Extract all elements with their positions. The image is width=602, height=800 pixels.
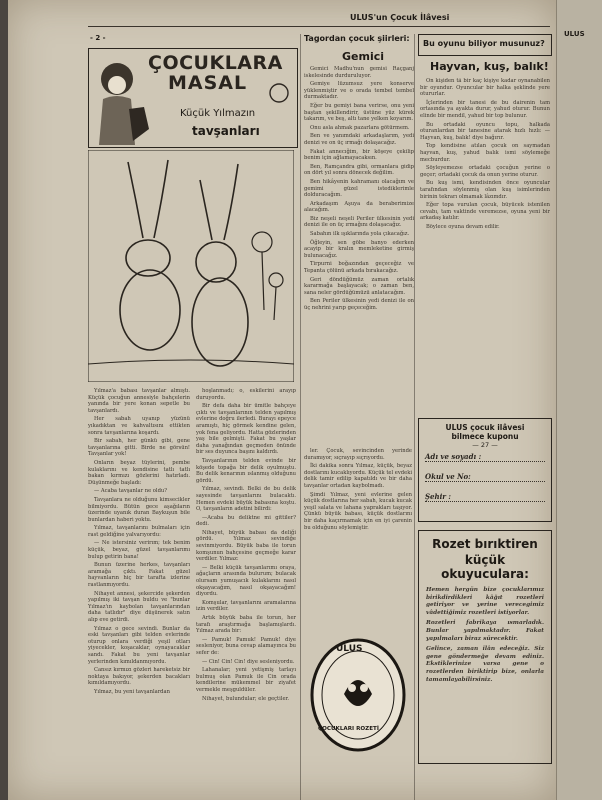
rabbit-left-body (120, 270, 180, 350)
story-col2-p0: hoşlanmadı; o, eskilerini arayıp duruyordu. (196, 388, 296, 401)
rabbit-right (192, 164, 248, 366)
coupon-school-field[interactable] (425, 472, 545, 482)
game-p6: Eğer topa vurulan çocuk, büyücek istenilen cevabı, tam vaktinde veremezse, oyuna yeni bir arkadaş katılır. (420, 202, 550, 222)
story-cont-p0: ler. Çocuk, sevincinden yerinde duramıyor, sıçrayıp sıçrıyordu. (304, 448, 412, 461)
game-title: Hayvan, kuş, balık! (430, 60, 549, 73)
rabbit-left (120, 160, 180, 350)
story-col1-p0: Yılmaz'a babası tavşanlar almıştı. Küçük çocuğun annesiyle bahçelerin yanında bir yere konan sepetle bu tavşanlardı. (88, 388, 190, 414)
flower-ornament (270, 84, 288, 102)
game-p7: Böylece oyuna devam edilir. (426, 223, 500, 230)
poem-p5: Fakat annecığim, bir köşeye çekilip benim için ağlamayacaksın. (304, 148, 414, 162)
supplement-header: ULUS'un Çocuk İlâvesi (350, 13, 450, 22)
poem-p10: Sabahın ilk ışıklarında yola çıkacağız. (310, 231, 410, 238)
poem-p1: Gemiye lüzumsuz yere konserve yüklenmiştir ve o orada tembel tembel durmaktadır. (304, 81, 414, 101)
story-col1-p7: — Ne istersiniz verirım; tek benim küçük, beyaz, güzel tavşanlarımı bulup getirin bana! (88, 540, 190, 560)
poem-p9: Biz neşeli neşeli Periler ülkesinin yedi denizi ile on üç ırmağını dolaşacağız. (304, 215, 414, 229)
coupon-city-label: Şehir : (425, 492, 451, 501)
story-col2-p11: Lahanalar; yeni yetişmiş tarlayı bulmuş olan Pamuk ile Cin orada kendilerine mükemmel bir ziyafet vermekle meşguldüler. (196, 667, 296, 693)
girl-dress-shape (99, 96, 135, 145)
rosette-body (426, 587, 544, 684)
illustration-frame (88, 150, 294, 382)
poem-p13: Geri döndüğümüz zaman ortalık kararmağa başlayacak; o zaman ben, sana neler gördüğümüzü anlatacağım. (304, 276, 414, 296)
poem-p7: Ben hikâyenin kahramanı olacağım ve gemimi güzel istediklerimle dolduracağım. (304, 178, 414, 199)
rabbit-left-ear-2 (154, 160, 168, 238)
story-col1-p4: — Acaba tavşanlar ne oldu? (94, 488, 168, 495)
story-col2-p9: — Pamuk! Pamuk! Pamuk! diye sesleniyor, buna cevap alamayınca bu sefer de: (196, 636, 296, 656)
game-p5: Bu kuş ismi, kendisinden önce oyuncular tarafından söylenmiş olan kuş isimlerinden birinin tekrarı olmamak lâzımdır. (420, 180, 550, 200)
rabbit-right-ear-2 (224, 164, 238, 240)
poem-p8: Arkadaşım Aşuya da beraberimize alacağım. (304, 200, 414, 214)
badge-bottom-text: ÇOCUKLARI ROZETİ (318, 726, 379, 732)
poem-p0: Gemici Madhu'nun gemisi Raçganj iskelesinde durduruluyor. (304, 66, 414, 79)
story-cont-p2: Şimdi Yılmaz, yeni evlerine gelen küçük dostlarına her sabah, kucak kucak yeşil salata ve lahana yaprakları taşıyor. Çünkü büyük babası, küçük dostlarını bir daha kaçırmamak için en iyi çarenin bu olduğunu söylemiştir. (304, 491, 412, 531)
rosette-p1: Rozetleri fabrikaya ısmarladık. Bunlar yapılmaktadır. Fakat yapılmaları biraz sürecektir. (426, 620, 544, 642)
story-col1-p9: Nihayet annesi, şekercide şekerden yapılmış iki tavşan buldu ve "bunlar Yılmaz'ın kaybolan tavşanlarından daha tatlıdır" diye düşünerek satın alıp eve getirdi. (88, 590, 190, 623)
badge-mascot-eye-right (360, 684, 368, 692)
rosette-p0: Hemen hergün bize çocuklarımız birikdirdikleri kâğıt rozetleri getiriyor ve yerine verecegimiz vâdettiğimiz rozetleri istiyorlar. (426, 587, 544, 616)
rosette-title-2: küçük okuyuculara: (441, 553, 529, 581)
coupon-title-2: bilmece kuponu (451, 432, 519, 441)
story-col2-p5: Nihayet, büyük babası da deliği gördü. Yılmaz sevindiğe sevinmiyordu. Büyük baba ile torun komşunun bahçesine geçmeğe karar verdiler. Yılmaz: (196, 529, 296, 563)
story-col2-p8: Artık büyük baba ile torun, her tarafı araştırmağa başlamışlardı. Yılmaz arada bir: (196, 615, 296, 635)
story-title-line1: Küçük Yılmazın (180, 108, 256, 119)
poem-p3: Onu asla ahmak pazarlara götürmem. (310, 124, 410, 131)
newspaper-page (8, 0, 556, 800)
story-col2-p3: Yılmaz, sevindi. Belki de bu delik sayesinde tavşanlarını bulacaktı. Hemen evdeki büyük babasına koştu. O, tavşanların adetini bilirdi: (196, 486, 296, 513)
story-cont-p1: İki dakika sonra Yılmaz, küçük, beyaz dostlarını kucaklıyordu. Küçük tel evdeki delik tamir edilip kapatıldı ve bir daha tavşanlar ortadan kaybolmadı. (304, 463, 412, 489)
story-continuation (304, 448, 412, 628)
coupon-name-field[interactable] (425, 452, 545, 462)
story-col2-p2: Tavşanlarının telden evinde bir köşede topağa bir delik oyulmuştu. Bu delik kenarının ıslanmış olduğunu gördü. (196, 457, 296, 484)
story-col1-p8: Bunun üzerine herkes, tavşanları aramağa çıktı. Fakat güzel hayvanların hiç bir tarafta izlerine rastlanmıyordu. (88, 562, 190, 589)
game-heading-box (418, 34, 552, 56)
rosette-p2: Gelince, zaman ilân edeceğiz. Siz gene göndermeğe devam ediniz. Ekstiklerinize varsa gene o rozetlerden biriktirip bize, onlarla tamamlayabilirsiniz. (426, 646, 544, 683)
game-heading: Bu oyunu biliyor musunuz? (423, 39, 545, 48)
story-column-2 (196, 388, 296, 798)
page-number: - 2 - (90, 34, 106, 42)
story-col1-p12: Yılmaz, bu yeni tavşanlardan (94, 688, 170, 695)
coupon-fields (425, 452, 545, 502)
story-col2-p4: —Acaba bu deliktne mi gittiler? dedi. (196, 514, 296, 528)
column-divider-1 (300, 34, 301, 800)
rabbits-illustration (88, 150, 294, 382)
adjacent-page (556, 0, 602, 800)
story-col1-p3: Onların beyaz tüylerini, pembe kulaklarını ve kendisine tatlı tatlı bakan kırmızı gözlerini hatırladı. Düşünmeğe başladı: (88, 459, 190, 486)
badge-mascot-eye-left (348, 684, 356, 692)
poem-p11: Öğleyin, sen göbe banyo ederken acayip bir kralın memleketine girmiş bulunacağız. (304, 239, 414, 259)
game-p4: Söyleyemezse ortadaki çocuğun yerine o geçer; ortadaki çocuk da onun yerine oturur. (420, 165, 550, 178)
girl-face-shape (108, 76, 126, 94)
daisy-flowers (252, 232, 283, 320)
story-col2-p7: Komşular, tavşanlarını aramalarına izin verdiler. (196, 599, 296, 613)
story-column-1 (88, 388, 190, 798)
masthead-title-2: MASAL (168, 72, 248, 94)
masthead-title-1: ÇOCUKLARA (148, 52, 283, 74)
story-col1-p10: Yılmaz o gece sevindi. Bunlar da eski tavşanları gibi telden evlerinde oturup onlara verdiği yeşil otları yiyecekler, koşacaklar, oynayacaklar sandı. Fakat bu yeni tavşanlar yerlerinden kımıldanmıyordu. (88, 625, 190, 665)
ground-line (88, 360, 294, 364)
rabbit-right-head (196, 242, 236, 282)
story-col2-p1: Bir defa daha bir ümitle bahçeye çıktı ve tavşanlarının telden yapılmış evlerine doğru ilerledi. Burayı epeyce aramıştı, hiç görmek kendine gelen, yok fena geliyordu. Hatta gözlerinden yaş bile gelmişti. Fakat bu yaşlar daha yanağından geçmeden önünde bir ses duyunca başını kaldırdı. (196, 403, 296, 456)
coupon-school-label: Okul ve No: (425, 472, 471, 481)
poem-p14: Ben Periler ülkesinin yedi denizi ile on üç nehrini yarıp geçeceğim. (304, 298, 414, 311)
game-body (420, 78, 550, 404)
column-divider-2 (414, 34, 415, 800)
poem-p2: Eğer bu gemiyi bana verirse, onu yeni baştan şekillendirir, üstüne yüz kürek takarım, ve beş, altı tane yelken koyarım. (304, 102, 414, 123)
story-col1-p1: Her sabah uyanıp yüzünü yıkadıktan ve kahvaltısını ettikten sonra tavşanlarına koşardı. (88, 416, 190, 436)
story-col1-p6: Yılmaz, tavşanlarını bulmaları için rast geldiğine yalvarıyordu: (88, 525, 190, 538)
story-col1-p2: Bir sabah, her günkü gibi, gene tavşanlarına gitti. Birde ne görsün! Tavşanlar yok! (88, 438, 190, 458)
story-col2-p10: — Cin! Cin! Cin! diye sesleniyordu. (202, 658, 295, 665)
coupon-name-label: Adı ve soyadı : (425, 452, 482, 461)
coupon-box (418, 418, 552, 522)
adjacent-page-header: ULUS (564, 30, 585, 38)
story-title-line2: tavşanları (192, 124, 260, 138)
game-p1: İçlerinden bir tanesi de bu dairenin tam ortasında ya ayakta durur, yahud oturur. Bunun elinde bir mendil, yahud bir top bulunur. (420, 99, 550, 119)
story-col1-p11: Cansız kırmızı gözleri hareketsiz bir noktaya bakıyor, şekerden bacakları kımıldamıyordu. (88, 667, 190, 687)
poem-p12: Tirpurni boğazından geçeceğiz ve Tepanta çölünü arkada bırakacağız. (304, 261, 414, 275)
coupon-title-1: ULUS çocuk ilâvesi (445, 423, 525, 432)
coupon-number: — 27 — (472, 441, 498, 449)
game-p2: Bu ortadaki oyuncu topu, halkada oturanlardan bir tanesine atarak hızlı hızlı: — Hayvan, kuş, balık! diye bağırır. (420, 121, 550, 141)
poem-body (304, 66, 414, 442)
rosette-box (418, 530, 552, 764)
poem-p4: Ben ve yanımdaki arkadaşlarım, yedi denizi ve on üç ırmağı dolaşacağız. (304, 133, 414, 146)
poem-heading: Tagordan çocuk şiirleri: (304, 34, 410, 43)
rosette-title-1: Rozet bırıktiren (432, 537, 538, 551)
rabbit-right-body (192, 278, 248, 366)
game-p3: Top kendisine atılan çocuk on saymadan hayvan, kuş, yahud balık ismi söylemeğe mecburdur. (420, 143, 550, 163)
game-p0: On kişiden tâ bir kaç kişiye kadar oynanabilen bir oyundur. Oyuncular bir halka şeklinde yere otururlar. (420, 78, 550, 98)
story-col2-p12: Nihayet, bulundular; ele geçtiler. (202, 695, 290, 702)
story-col1-p5: Tavşanlara ne olduğunu kimsecikler bilmiyordu. Bütün gece aşağıların üzerinde uyanık duran Baykuşun bile bunlardan haberi yoktu. (88, 496, 190, 523)
badge-top-text: ULUS (336, 644, 363, 654)
header-rule (88, 26, 550, 27)
coupon-city-field[interactable] (425, 492, 545, 502)
rabbit-right-ear-1 (200, 180, 212, 240)
poem-p6: Ben, Ramçandra gibi, ormanlara gidip on dört yıl sonra dönecek değilim. (304, 163, 414, 177)
poem-title: Gemici (342, 50, 385, 63)
story-col2-p6: — Belki küçük tavşanlarımı oraya, ağaçların arasında bulurum; bulacak olursam yumuşacık kulaklarını nasıl okşayacağım, nasıl okşayacağım! diyordu. (196, 564, 296, 598)
rabbit-left-ear-1 (128, 162, 143, 238)
